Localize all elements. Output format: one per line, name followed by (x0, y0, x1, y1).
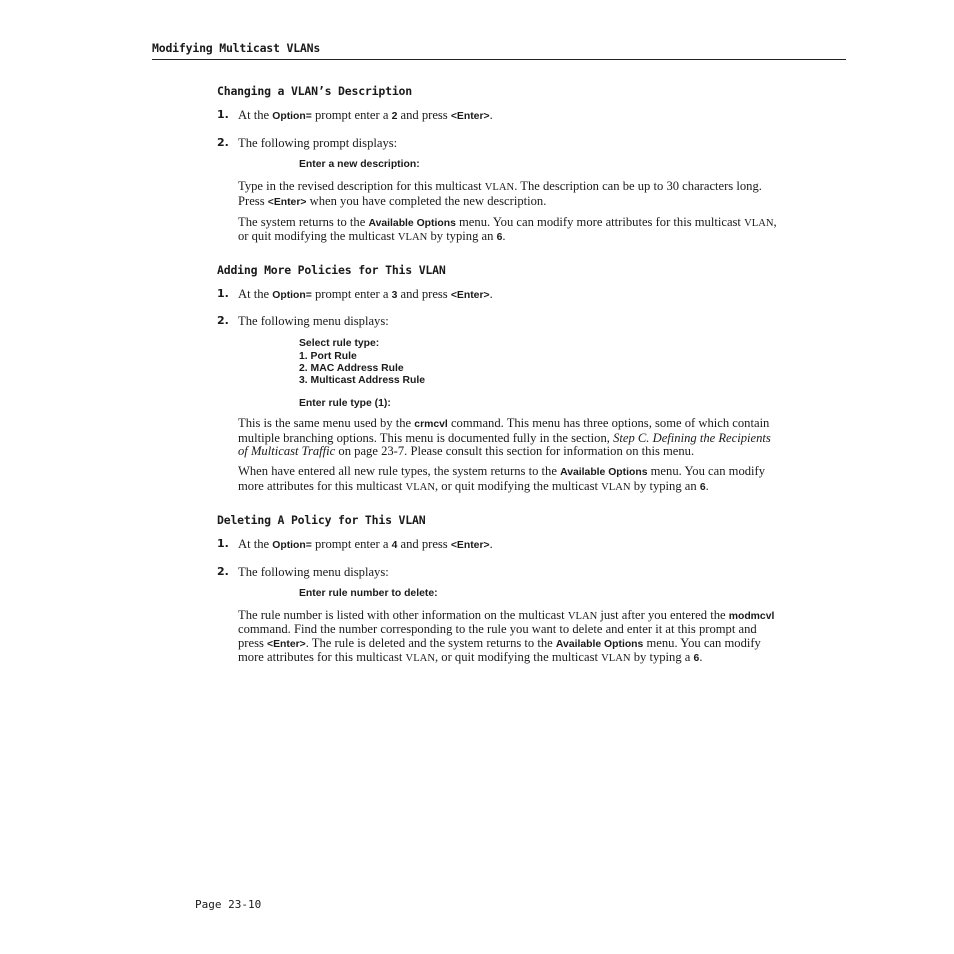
step-1: 1. At the Option= prompt enter a 4 and press <Enter>. (217, 536, 493, 551)
section-heading-change-description: Changing a VLAN’s Description (217, 84, 412, 98)
option-choice: 4 (391, 539, 398, 551)
section-heading-add-policies: Adding More Policies for This VLAN (217, 263, 446, 278)
menu-name: Available Options (555, 638, 644, 650)
menu-line: 1. Port Rule (299, 350, 357, 362)
step-number: 1. (217, 287, 229, 301)
option-keyword: Option= (272, 111, 312, 122)
page-body (217, 83, 777, 665)
paragraph: The rule number is listed with other information on the multicast VLAN just after you entered the modmcvl command. Find the number corresponding to the rule you want to delete and enter it at this prompt and press <Enter>. The rule is deleted and the system returns to the Available Options menu. You can modify more attributes for this multicast VLAN, or quit modifying the multicast VLAN by typing a 6. (238, 608, 775, 664)
prompt-text: Enter rule type (1): (299, 398, 391, 410)
enter-key: <Enter> (267, 638, 306, 650)
step-number: 2. (217, 136, 229, 149)
option-choice: 2 (391, 111, 398, 122)
menu-name: Available Options (368, 217, 456, 229)
menu-name: Available Options (560, 467, 648, 479)
menu-line: 2. MAC Address Rule (299, 362, 404, 374)
menu-line: Select rule type: (299, 338, 380, 350)
enter-key: <Enter> (450, 111, 490, 122)
enter-key: <Enter> (267, 196, 307, 208)
running-header: Modifying Multicast VLANs (152, 41, 321, 55)
step-number: 2. (217, 314, 229, 328)
step-1: 1. At the Option= prompt enter a 3 and press <Enter>. (217, 287, 493, 302)
enter-key: <Enter> (450, 539, 490, 551)
command-name: modmcvl (728, 611, 775, 623)
step-2: 2. The following menu displays: (217, 314, 389, 329)
paragraph: Type in the revised description for this multicast VLAN. The description can be up to 30 characters long. Press <Enter> when you have completed the new description. (238, 179, 762, 208)
option-keyword: Option= (272, 539, 312, 551)
header-rule (152, 59, 846, 60)
step-number: 1. (217, 108, 229, 121)
enter-key: <Enter> (450, 290, 490, 302)
quit-option: 6 (496, 232, 503, 244)
menu-listing (217, 338, 777, 387)
step-number: 1. (217, 536, 229, 550)
step-2: 2. The following prompt displays: (217, 136, 398, 150)
prompt-text: Enter rule number to delete: (299, 587, 438, 599)
cross-reference: Step C. Defining the Recipients of Multicast Traffic (238, 430, 771, 458)
command-name: crmcvl (414, 419, 448, 431)
option-choice: 3 (391, 290, 398, 302)
paragraph: When have entered all new rule types, the system returns to the Available Options menu. You can modify more attributes for this multicast VLAN, or quit modifying the multicast VLAN by typing an 6. (238, 464, 766, 493)
step-2: 2. The following menu displays: (217, 564, 389, 579)
step-1: 1. At the Option= prompt enter a 2 and press <Enter>. (217, 108, 493, 122)
step-number: 2. (217, 564, 229, 578)
menu-line: 3. Multicast Address Rule (299, 375, 426, 386)
prompt-text: Enter a new description: (299, 159, 420, 170)
page-number: Page 23-10 (195, 898, 262, 911)
quit-option: 6 (693, 652, 700, 664)
paragraph: This is the same menu used by the crmcvl command. This menu has three options, some of which contain multiple branching options. This menu is documented fully in the section, Step C. Defining the Recipients of Multicast Traffic on page 23-7. Please consult this section for information on this menu. (238, 416, 771, 458)
option-keyword: Option= (272, 290, 312, 302)
quit-option: 6 (699, 481, 706, 493)
paragraph: The system returns to the Available Options menu. You can modify more attributes for this multicast VLAN, or quit modifying the multicast VLAN by typing an 6. (238, 214, 777, 244)
section-heading-delete-policy: Deleting A Policy for This VLAN (217, 512, 426, 527)
